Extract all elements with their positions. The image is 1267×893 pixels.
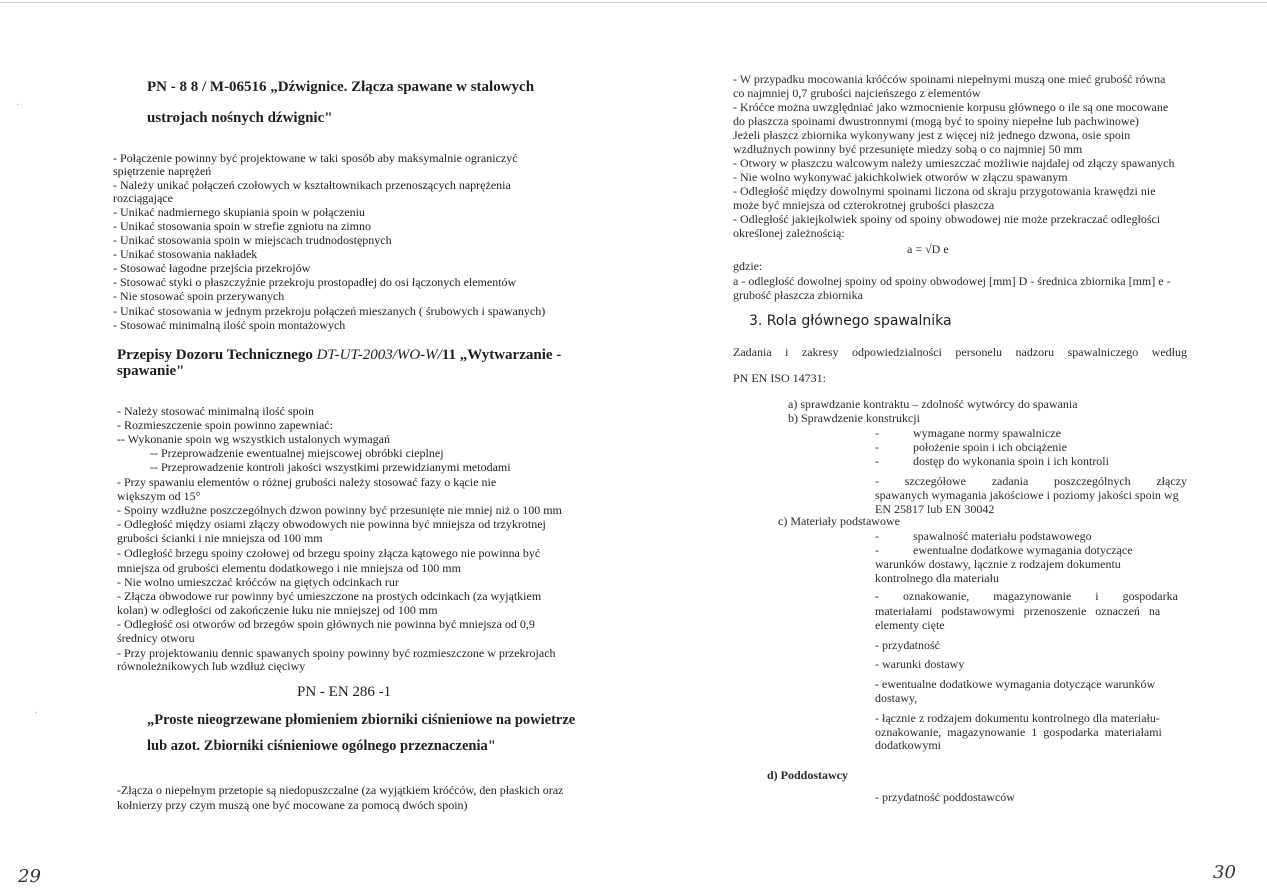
list-item: - Odległość między osiami złączy obwodowych nie powinna być mniejsza od trzykrotnej bbox=[117, 517, 546, 531]
item-d: d) Poddostawcy bbox=[767, 768, 849, 782]
formula: a = √D e bbox=[907, 242, 949, 256]
sub-item: - szczegółowe zadania poszczególnych złączy bbox=[875, 474, 1187, 488]
sub-item-text: dostęp do wykonania spoin i ich kontroli bbox=[913, 454, 1109, 468]
list-item: - Króćce można uwzględniać jako wzmocnienie korpusu głównego o ile są one mocowane bbox=[733, 100, 1169, 114]
sub-item: oznakowanie, magazynowanie 1 gospodarka materiałami bbox=[875, 725, 1162, 739]
list-item: co najmniej 0,7 grubości najcieńszego z elementów bbox=[733, 86, 981, 100]
list-item: rozciągające bbox=[113, 191, 173, 205]
list-item: - Otwory w płaszczu walcowym należy umieszczać możliwie najdalej od złączy spawanych bbox=[733, 156, 1175, 170]
list-item: - Unikać stosowania spoin w miejscach trudnodostępnych bbox=[113, 233, 392, 247]
title-text: Przepisy Dozoru Technicznego bbox=[117, 347, 317, 363]
section-title-pn-88-line2: ustrojach nośnych dźwignic" bbox=[147, 110, 333, 126]
list-item: grubości ścianki i nie mniejsza od 100 mm bbox=[117, 531, 323, 545]
section-title-pn-en-286: „Proste nieogrzewane płomieniem zbiorniki ciśnieniowe na powietrze bbox=[147, 712, 576, 728]
list-item: - Nie wolno wykonywać jakichkolwiek otworów w złączu spawanym bbox=[733, 170, 1068, 184]
list-item: - Nie stosować spoin przerywanych bbox=[113, 289, 285, 303]
sub-item: EN 25817 lub EN 30042 bbox=[875, 502, 995, 516]
sub-item: warunków dostawy, łącznie z rodzajem dokumentu bbox=[875, 557, 1121, 571]
list-item: - Odległość między dowolnymi spoinami liczona od skraju przygotowania krawędzi nie bbox=[733, 184, 1156, 198]
list-item: -- Wykonanie spoin wg wszystkich ustalonych wymagań bbox=[117, 432, 391, 446]
where-text: grubość płaszcza zbiornika bbox=[733, 288, 863, 302]
list-item: - Stosować łagodne przejścia przekrojów bbox=[113, 261, 311, 275]
list-item: -- Przeprowadzenie ewentualnej miejscowej obróbki cieplnej bbox=[150, 446, 444, 460]
list-item: - Unikać stosowania nakładek bbox=[113, 247, 258, 261]
list-item: równoleżnikowych lub wzdłuż cięciwy bbox=[117, 659, 306, 673]
sub-item: - spawalność materiału podstawowego bbox=[875, 529, 1092, 543]
section-title-dozor-line2: spawanie" bbox=[117, 363, 185, 379]
sub-item: - łącznie z rodzajem dokumentu kontrolnego dla materiału- bbox=[875, 711, 1160, 725]
sub-item: - ewentualne dodatkowe wymagania dotyczące warunków bbox=[875, 677, 1156, 691]
sub-item: - ewentualne dodatkowe wymagania dotyczące bbox=[875, 543, 1133, 557]
title-text: 11 „Wytwarzanie - bbox=[441, 347, 562, 363]
list-item: średnicy otworu bbox=[117, 631, 195, 645]
item-c: c) Materiały podstawowe bbox=[778, 514, 900, 528]
where-label: gdzie: bbox=[733, 259, 763, 273]
section-title-pn-en-286-line2: lub azot. Zbiorniki ciśnieniowe ogólnego przeznaczenia" bbox=[147, 738, 496, 754]
list-item: - Połączenie powinny być projektowane w taki sposób aby maksymalnie ograniczyć bbox=[113, 151, 518, 165]
list-item: - Odległość jakiejkolwiek spoiny od spoiny obwodowej nie może przekraczać odległości bbox=[733, 212, 1161, 226]
list-item: - Stosować minimalną ilość spoin montażowych bbox=[113, 318, 346, 332]
list-item: - Spoiny wzdłużne poszczególnych dzwon powinny być przesunięte nie mniej niż o 100 mm bbox=[117, 503, 562, 517]
list-item: wzdłużnych powinny być przesunięte miedzy sobą o co najmniej 50 mm bbox=[733, 142, 1083, 156]
list-item: może być mniejsza od czterokrotnej grubości płaszcza bbox=[733, 198, 995, 212]
list-item: - Złącza obwodowe rur powinny być umieszczone na prostych odcinkach (za wyjątkiem bbox=[117, 589, 542, 603]
list-item: większym od 15° bbox=[117, 489, 201, 503]
list-item: - Odległość osi otworów od brzegów spoin głównych nie powinna być mniejsza od 0,9 bbox=[117, 617, 535, 631]
sub-item: - oznakowanie, magazynowanie i gospodarka bbox=[875, 589, 1178, 603]
sub-item-text: wymagane normy spawalnicze bbox=[913, 426, 1061, 440]
scan-speck: · bbox=[34, 708, 38, 719]
section-title-pn-88: PN - 8 8 / M-06516 „Dźwignice. Złącza spawane w stalowych bbox=[147, 79, 535, 95]
list-item: -- Przeprowadzenie kontroli jakości wszystkimi przewidzianymi metodami bbox=[150, 460, 511, 474]
list-item: - W przypadku mocowania króćców spoinami niepełnymi muszą one mieć grubość równa bbox=[733, 72, 1166, 86]
intro-line: Zadania i zakresy odpowiedzialności personelu nadzoru spawalniczego według bbox=[733, 345, 1187, 359]
item-b: b) Sprawdzenie konstrukcji bbox=[788, 411, 920, 425]
sub-item: materiałami podstawowymi przenoszenie oznaczeń na bbox=[875, 604, 1161, 618]
sub-item: - przydatność bbox=[875, 638, 940, 652]
list-item: do płaszcza spoinami dwustronnymi (mogą być to spoiny niepełne lub pachwinowe) bbox=[733, 114, 1139, 128]
list-item: - Unikać stosowania w jednym przekroju połączeń mieszanych ( śrubowych i spawanych) bbox=[113, 304, 546, 318]
list-item: określonej zależnością: bbox=[733, 226, 845, 240]
sub-item: spawanych wymagania jakościowe i poziomy jakości spoin wg bbox=[875, 488, 1179, 502]
list-item: - Przy projektowaniu dennic spawanych spoiny powinny być rozmieszczone w przekrojach bbox=[117, 646, 556, 660]
sub-item: - dostęp do wykonania spoin i ich kontroli bbox=[875, 454, 1109, 468]
list-item: - Unikać nadmiernego skupiania spoin w połączeniu bbox=[113, 205, 365, 219]
sub-item: - przydatność poddostawców bbox=[875, 790, 1015, 804]
list-item: - Należy stosować minimalną ilość spoin bbox=[117, 404, 314, 418]
page-number: 29 bbox=[18, 866, 41, 887]
list-item: - Należy unikać połączeń czołowych w kształtownikach przenoszących naprężenia bbox=[113, 178, 511, 192]
sub-item: - wymagane normy spawalnicze bbox=[875, 426, 1061, 440]
section-heading-role: 3. Rola głównego spawalnika bbox=[749, 313, 952, 329]
page-number: 30 bbox=[1213, 862, 1236, 883]
paragraph-line: kołnierzy przy czym muszą one być mocowane za pomocą dwóch spoin) bbox=[117, 798, 468, 812]
sub-item: kontrolnego dla materiału bbox=[875, 571, 999, 585]
sub-item-text: położenie spoin i ich obciążenie bbox=[913, 440, 1067, 454]
scan-speck: · bbox=[16, 100, 20, 111]
sub-item: - warunki dostawy bbox=[875, 657, 965, 671]
list-item: kolan) w odległości od zakończenie łuku nie mniejszej od 100 mm bbox=[117, 603, 438, 617]
sub-item: dodatkowymi bbox=[875, 738, 941, 752]
list-item: - Nie wolno umieszczać króćców na giętych odcinkach rur bbox=[117, 575, 399, 589]
list-item: - Rozmieszczenie spoin powinno zapewniać: bbox=[117, 418, 333, 432]
list-item: - Przy spawaniu elementów o różnej grubości należy stosować fazy o kącie nie bbox=[117, 475, 497, 489]
list-item: spiętrzenie naprężeń bbox=[113, 164, 212, 178]
sub-item: dostawy, bbox=[875, 691, 918, 705]
sub-item-text: ewentualne dodatkowe wymagania dotyczące bbox=[913, 543, 1133, 557]
sub-item: - położenie spoin i ich obciążenie bbox=[875, 440, 1067, 454]
sub-item-text: spawalność materiału podstawowego bbox=[913, 529, 1092, 543]
list-item: - Stosować styki o płaszczyźnie przekroju prostopadłej do osi łączonych elementów bbox=[113, 275, 517, 289]
paragraph-line: -Złącza o niepełnym przetopie są niedopuszczalne (za wyjątkiem króćców, den płaskich oraz bbox=[117, 783, 564, 797]
where-text: a - odległość dowolnej spoiny od spoiny obwodowej [mm] D - średnica zbiornika [mm] e - bbox=[733, 274, 1171, 288]
list-item: mniejsza od grubości elementu dodatkowego i nie mniejsza od 100 mm bbox=[117, 561, 461, 575]
scan-edge-line bbox=[0, 2, 1267, 3]
list-item: Jeżeli płaszcz zbiornika wykonywany jest z więcej niż jednego dzwona, osie spoin bbox=[733, 128, 1131, 142]
intro-line: PN EN ISO 14731: bbox=[733, 371, 827, 385]
regulation-code: DT-UT-2003/WO-W/ bbox=[316, 347, 442, 363]
list-item: - Unikać stosowania spoin w strefie zgniotu na zimno bbox=[113, 219, 371, 233]
sub-item: elementy cięte bbox=[875, 618, 945, 632]
item-a: a) sprawdzanie kontraktu – zdolność wytwórcy do spawania bbox=[788, 397, 1078, 411]
standard-heading-pn-en-286: PN - EN 286 -1 bbox=[297, 684, 392, 700]
list-item: - Odległość brzegu spoiny czołowej od brzegu spoiny złącza kątowego nie powinna być bbox=[117, 546, 541, 560]
